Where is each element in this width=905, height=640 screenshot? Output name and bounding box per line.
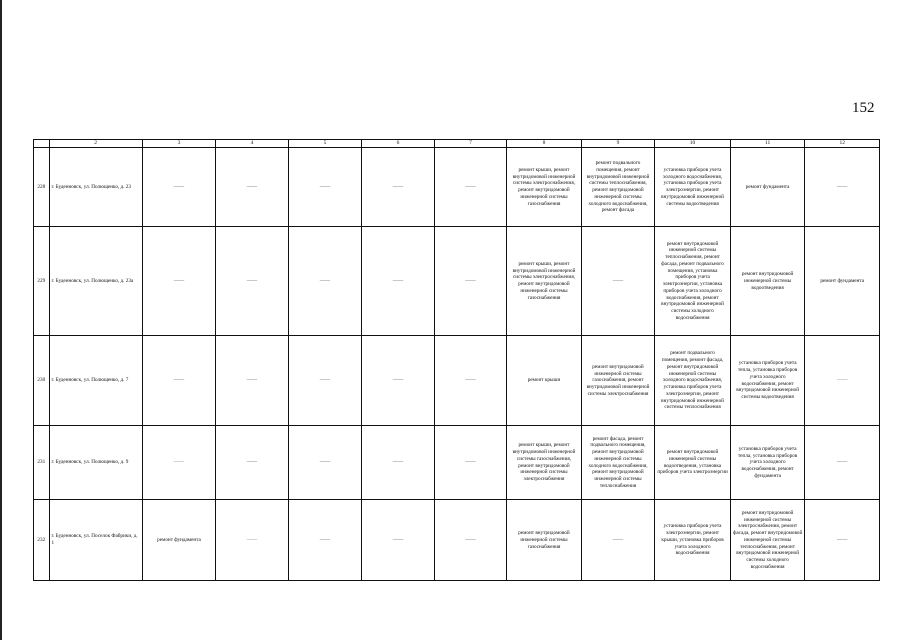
column-header: 7 <box>434 140 506 148</box>
column-header: 4 <box>216 140 288 148</box>
column-header: 6 <box>362 140 434 148</box>
address-cell: г. Буденновск, ул. Полющенко, д. 23 <box>49 148 142 227</box>
table-cell: —— <box>288 426 362 500</box>
table-cell: —— <box>216 426 288 500</box>
column-header: 2 <box>49 140 142 148</box>
row-number: 230 <box>34 336 50 426</box>
capital-repair-table <box>33 139 880 581</box>
table-cell: —— <box>288 336 362 426</box>
table-cell: ремонт внутридомовой инженерной системы электроснабжения, ремонт фасада, ремонт внутридомовой инженерной системы теплоснабжения, ремонт внутридомовой инженерной системы холодного водоснабжения <box>730 500 805 581</box>
address-cell: г. Буденновск, ул. Полющенко, д. 9 <box>49 426 142 500</box>
table-cell: —— <box>362 426 434 500</box>
column-number-row <box>34 140 880 148</box>
table-row <box>34 227 880 336</box>
table-cell: —— <box>142 426 216 500</box>
column-header: 5 <box>288 140 362 148</box>
column-header: 3 <box>142 140 216 148</box>
row-number: 228 <box>34 148 50 227</box>
table-cell: ремонт внутридомовой инженерной системы газоснабжения, ремонт внутридомовой инженерной системы электроснабжения <box>581 336 655 426</box>
table-row <box>34 500 880 581</box>
table-cell: —— <box>142 227 216 336</box>
address-cell: г. Буденновск, ул. Поселок Фабрики, д. 1 <box>49 500 142 581</box>
column-header: 10 <box>655 140 731 148</box>
table-cell: —— <box>434 148 506 227</box>
table-cell: ремонт подвального помещения, ремонт фасада, ремонт внутридомовой инженерной системы холодного водоснабжения, установка приборов учета электроэнергии, ремонт внутридомовой инженерной системы теплоснабжения <box>655 336 731 426</box>
table-cell: ремонт фундамента <box>730 148 805 227</box>
column-header: 11 <box>730 140 805 148</box>
table-cell: —— <box>434 336 506 426</box>
column-header <box>34 140 50 148</box>
table-cell: —— <box>288 500 362 581</box>
column-header: 9 <box>581 140 655 148</box>
address-cell: г. Буденновск, ул. Полющенко, д. 23а <box>49 227 142 336</box>
table-cell: ремонт внутридомовой инженерной системы водоотведения <box>730 227 805 336</box>
table-cell: ремонт подвального помещения, ремонт внутридомовой инженерной системы теплоснабжения, ремонт внутридомовой инженерной системы холодного водоснабжения, ремонт фасада <box>581 148 655 227</box>
table-cell: —— <box>142 336 216 426</box>
table-cell: —— <box>805 336 880 426</box>
address-cell: г. Буденновск, ул. Полющенко, д. 7 <box>49 336 142 426</box>
table-cell: ремонт внутридомовой инженерной системы водоотведения, установка приборов учета электроэнергии <box>655 426 731 500</box>
row-number: 229 <box>34 227 50 336</box>
table-cell: —— <box>362 227 434 336</box>
table-cell: —— <box>142 148 216 227</box>
table-row <box>34 148 880 227</box>
table-cell: установка приборов учета тепла, установка приборов учета холодного водоснабжения, ремонт фундамента <box>730 426 805 500</box>
table-cell: —— <box>362 500 434 581</box>
row-number: 232 <box>34 500 50 581</box>
table-cell: —— <box>362 336 434 426</box>
table-cell: —— <box>216 500 288 581</box>
table-cell: ремонт фундамента <box>805 227 880 336</box>
table-cell: —— <box>362 148 434 227</box>
table-cell: —— <box>288 227 362 336</box>
table-cell: ремонт крыши <box>507 336 582 426</box>
table-cell: —— <box>581 500 655 581</box>
column-header: 8 <box>507 140 582 148</box>
column-header: 12 <box>805 140 880 148</box>
table-cell: ремонт крыши, ремонт внутридомовой инженерной системы электроснабжения, ремонт внутридомовой инженерной системы газоснабжения <box>507 227 582 336</box>
table-cell: ремонт крыши, ремонт внутридомовой инженерной системы электроснабжения, ремонт внутридомовой инженерной системы газоснабжения <box>507 148 582 227</box>
table-cell: ремонт внутридомовой инженерной системы теплоснабжения, ремонт фасада, ремонт подвального помещения, установка приборов учета электроэнергии, установка приборов учета холодного водоснабжения, ремонт внутридомовой инженерной системы холодного водоснабжения <box>655 227 731 336</box>
row-number: 231 <box>34 426 50 500</box>
table-cell: —— <box>805 426 880 500</box>
table-cell: —— <box>434 500 506 581</box>
table-cell: ремонт фасада, ремонт подвального помещения, ремонт внутридомовой инженерной системы холодного водоснабжения, ремонт внутридомовой инженерной системы теплоснабжения <box>581 426 655 500</box>
table-cell: —— <box>805 148 880 227</box>
table-cell: —— <box>288 148 362 227</box>
table-cell: —— <box>216 227 288 336</box>
table-cell: —— <box>434 426 506 500</box>
scan-edge-line <box>0 0 2 640</box>
table-cell: —— <box>581 227 655 336</box>
table-cell: —— <box>216 336 288 426</box>
table-row <box>34 336 880 426</box>
table-cell: ремонт внутридомовой инженерной системы газоснабжения <box>507 500 582 581</box>
table-cell: установка приборов учета холодного водоснабжения, установка приборов учета электроэнергии, ремонт внутридомовой инженерной системы водоотведения <box>655 148 731 227</box>
table-cell: —— <box>805 500 880 581</box>
table-cell: —— <box>216 148 288 227</box>
table-cell: —— <box>434 227 506 336</box>
table-cell: установка приборов учета тепла, установка приборов учета холодного водоснабжения, ремонт внутридомовой инженерной системы водоотведения <box>730 336 805 426</box>
table-cell: ремонт крыши, ремонт внутридомовой инженерной системы газоснабжения, ремонт внутридомовой инженерной системы электроснабжения <box>507 426 582 500</box>
table-cell: ремонт фундамента <box>142 500 216 581</box>
table-row <box>34 426 880 500</box>
table-cell: установка приборов учета электроэнергии, ремонт крыши, установка приборов учета холодного водоснабжения <box>655 500 731 581</box>
page-number: 152 <box>852 100 875 116</box>
